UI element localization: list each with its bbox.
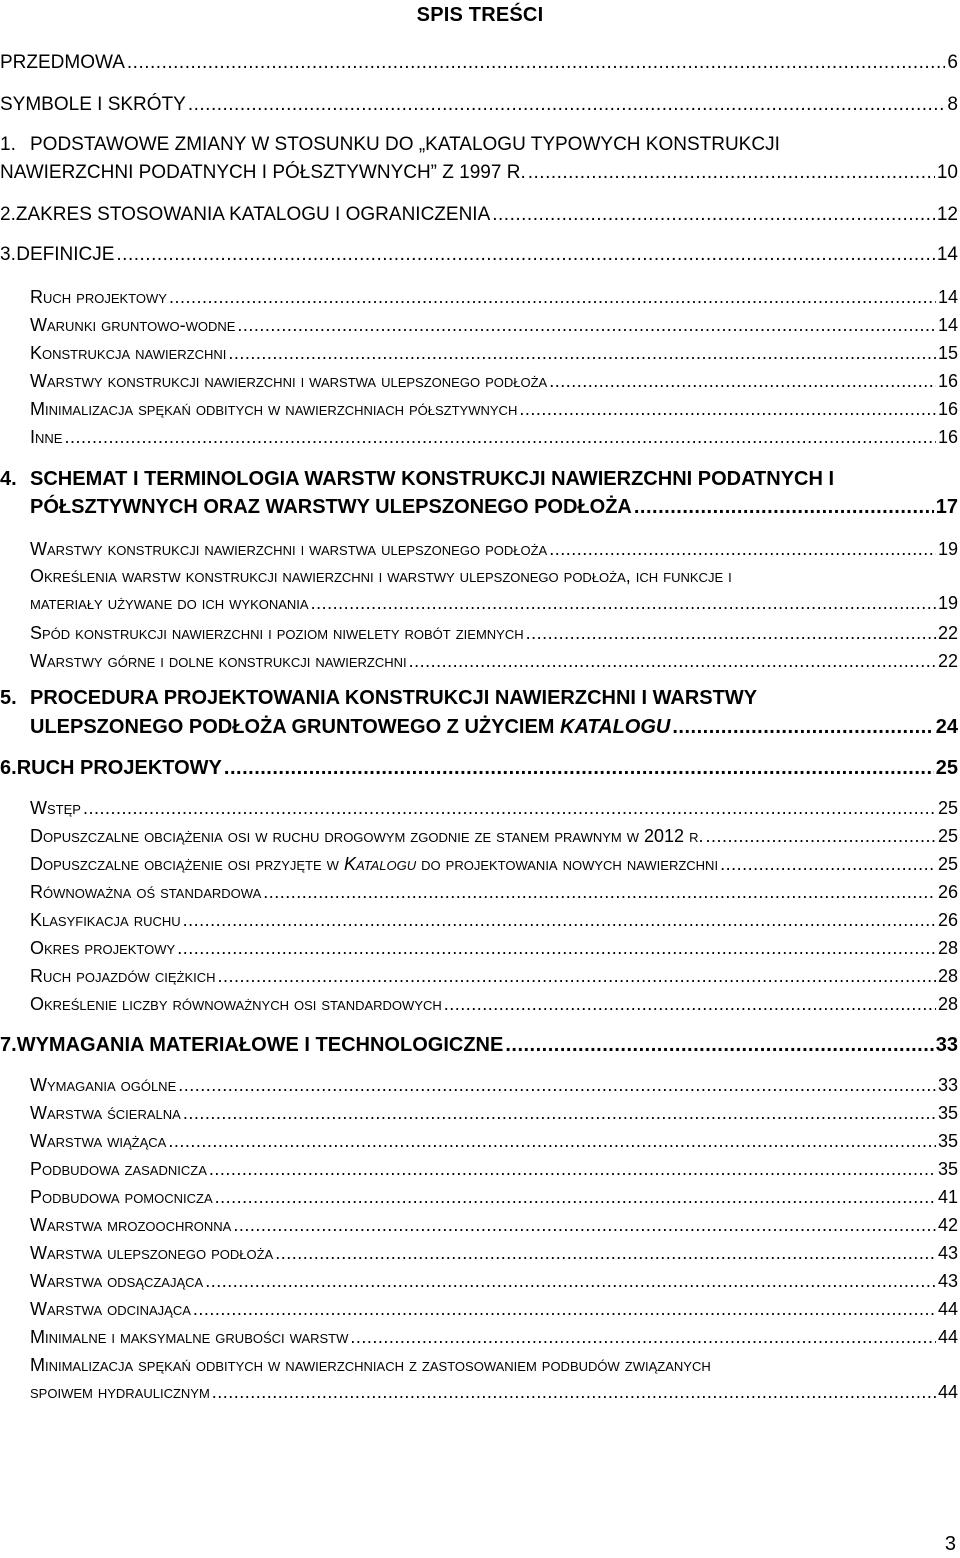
toc-page-number: 12 — [936, 204, 958, 225]
dot-leader — [178, 1075, 936, 1096]
toc-page-number: 14 — [937, 315, 958, 335]
toc-page-number: 22 — [937, 651, 958, 671]
toc-page-number: 44 — [937, 1327, 958, 1347]
toc-entry-warstwa-mrozoochronna[interactable] — [0, 1215, 958, 1236]
toc-entry-title: materiały używane do ich wykonania — [30, 593, 309, 613]
toc-entry-title: Warunki gruntowo-wodne — [30, 315, 236, 335]
toc-entry-title: Warstwa wiążąca — [30, 1131, 167, 1151]
toc-entry-chapter-2[interactable] — [0, 204, 958, 226]
dot-leader — [193, 1299, 936, 1320]
toc-entry-rownowazna-os[interactable] — [0, 882, 958, 903]
toc-entry-title-part: Dopuszczalne obciążenie osi przyjęte w — [30, 854, 344, 874]
toc-entry-title: Inne — [30, 427, 63, 447]
toc-entry-title: Warstwy konstrukcji nawierzchni i warstwa ulepszonego podłoża — [30, 371, 548, 391]
dot-leader — [350, 1327, 936, 1348]
toc-page-number: 14 — [936, 244, 958, 265]
dot-leader — [526, 623, 936, 644]
dot-leader — [64, 427, 936, 448]
toc-entry-chapter-6[interactable] — [0, 757, 958, 780]
toc-page-number: 35 — [937, 1131, 958, 1151]
toc-entry-title: Warstwa odsączająca — [30, 1271, 204, 1291]
toc-entry-title: Minimalizacja spękań odbitych w nawierzchniach półsztywnych — [30, 399, 518, 419]
toc-entry-title: spoiwem hydraulicznym — [30, 1382, 210, 1402]
toc-entry-title: Ruch projektowy — [30, 287, 167, 307]
dot-leader — [177, 938, 936, 959]
toc-entry-title: ZAKRES STOSOWANIA KATALOGU I OGRANICZENIA — [15, 204, 491, 225]
toc-entry-title — [30, 716, 670, 739]
dot-leader — [228, 343, 936, 364]
toc-entry-chapter-7[interactable] — [0, 1034, 958, 1057]
dot-leader — [549, 539, 936, 560]
toc-entry-okreslenie-liczby[interactable] — [0, 994, 958, 1015]
toc-page-number: 15 — [937, 343, 958, 363]
dot-leader — [720, 854, 936, 875]
toc-entry-warunki[interactable] — [0, 315, 958, 336]
toc-page-number: 16 — [937, 399, 958, 419]
toc-entry-chapter-3[interactable] — [0, 244, 958, 266]
toc-entry-warstwy-konstrukcji-2[interactable] — [0, 539, 958, 560]
toc-entry-warstwa-scieralna[interactable] — [0, 1103, 958, 1124]
toc-entry-inne[interactable] — [0, 427, 958, 448]
dot-leader — [209, 1159, 936, 1180]
dot-leader — [237, 315, 936, 336]
toc-page-number: 22 — [937, 623, 958, 643]
toc-entry-chapter-1[interactable] — [0, 134, 958, 184]
toc-entry-chapter-4[interactable] — [0, 468, 958, 519]
toc-page-number: 43 — [937, 1243, 958, 1263]
dot-leader — [168, 1131, 936, 1152]
toc-page-number: 33 — [935, 1034, 958, 1056]
toc-entry-ruch-projektowy[interactable] — [0, 287, 958, 308]
toc-page-number: 25 — [937, 798, 958, 818]
toc-entry-title: PRZEDMOWA — [0, 52, 125, 73]
toc-page-number: 8 — [947, 94, 958, 115]
dot-leader — [311, 593, 936, 614]
toc-page-number: 10 — [936, 162, 958, 183]
toc-page-number: 28 — [937, 938, 958, 958]
toc-page-number: 44 — [937, 1299, 958, 1319]
toc-entry-title: Warstwa odcinająca — [30, 1299, 191, 1319]
toc-page-number: 19 — [937, 593, 958, 613]
dot-leader — [215, 1187, 936, 1208]
toc-page-number: 35 — [937, 1103, 958, 1123]
toc-entry-title: Warstwa mrozoochronna — [30, 1215, 232, 1235]
chapter-number: 3. — [0, 244, 16, 265]
toc-page-number: 25 — [935, 757, 958, 779]
toc-page-number: 19 — [937, 539, 958, 559]
toc-entry-title: NAWIERZCHNI PODATNYCH I PÓŁSZTYWNYCH” Z 1997 R. — [0, 162, 526, 183]
dot-leader — [492, 204, 935, 226]
toc-entry-dopuszczalne-obciazenia[interactable] — [0, 826, 958, 847]
toc-entry-title: Spód konstrukcji nawierzchni i poziom niwelety robót ziemnych — [30, 623, 524, 643]
toc-entry-title: Okres projektowy — [30, 938, 176, 958]
dot-leader — [127, 52, 946, 74]
toc-page-number: 25 — [937, 826, 958, 846]
toc-page-number: 33 — [937, 1075, 958, 1095]
toc-entry-warstwa-odcinajaca[interactable] — [0, 1299, 958, 1320]
toc-entry-title: PÓŁSZTYWNYCH ORAZ WARSTWY ULEPSZONEGO PODŁOŻA — [30, 496, 632, 518]
toc-entry-minimalizacja-spekan-podbudow[interactable] — [0, 1355, 958, 1403]
dot-leader — [205, 1271, 936, 1292]
toc-page-number: 6 — [947, 52, 958, 73]
chapter-number: 5. — [0, 687, 17, 709]
toc-entry-title: Wymagania ogólne — [30, 1075, 177, 1095]
dot-leader — [183, 910, 936, 931]
toc-entry-warstwa-ulepszonego[interactable] — [0, 1243, 958, 1264]
toc-entry-title: Warstwy górne i dolne konstrukcji nawierzchni — [30, 651, 407, 671]
toc-entry-title: Warstwy konstrukcji nawierzchni i warstwa ulepszonego podłoża — [30, 539, 548, 559]
toc-entry-warstwy-gorne[interactable] — [0, 651, 958, 672]
toc-entry-wymagania-ogolne[interactable] — [0, 1075, 958, 1096]
toc-page-number: 16 — [937, 371, 958, 391]
toc-page-number: 16 — [937, 427, 958, 447]
dot-leader — [224, 757, 934, 780]
toc-entry-ruch-pojazdow[interactable] — [0, 966, 958, 987]
chapter-number: 2. — [0, 204, 16, 225]
dot-leader — [116, 244, 934, 266]
toc-page-number: 28 — [937, 994, 958, 1014]
toc-entry-symbole[interactable] — [0, 94, 958, 116]
toc-entry-okreslenia-warstw[interactable] — [0, 566, 958, 614]
chapter-number: 6. — [0, 757, 17, 779]
toc-page-number: 41 — [937, 1187, 958, 1207]
toc-entry-title: RUCH PROJEKTOWY — [16, 757, 222, 779]
toc-entry-warstwa-odsaczajaca[interactable] — [0, 1271, 958, 1292]
toc-entry-title: WYMAGANIA MATERIAŁOWE I TECHNOLOGICZNE — [16, 1034, 504, 1056]
toc-entry-przedmowa[interactable] — [0, 52, 958, 74]
toc-entry-title: Określenie liczby równoważnych osi standardowych — [30, 994, 442, 1014]
toc-entry-title — [30, 854, 718, 875]
toc-page-number: 26 — [937, 910, 958, 930]
toc-entry-grubosci-warstw[interactable] — [0, 1327, 958, 1348]
toc-entry-klasyfikacja-ruchu[interactable] — [0, 910, 958, 931]
toc-entry-title: Minimalne i maksymalne grubości warstw — [30, 1327, 349, 1347]
toc-page-number: 43 — [937, 1271, 958, 1291]
toc-entry-title: Warstwa ścieralna — [30, 1103, 181, 1123]
toc-entry-title-part: do projektowania nowych nawierzchni — [416, 854, 719, 874]
page-number: 3 — [944, 1533, 956, 1555]
chapter-number: 7. — [0, 1034, 17, 1056]
toc-entry-podbudowa-zasadnicza[interactable] — [0, 1159, 958, 1180]
toc-page-number: 42 — [937, 1215, 958, 1235]
katalogu-italic: KATALOGU — [560, 716, 671, 738]
toc-page-number: 24 — [935, 716, 958, 738]
dot-leader — [409, 651, 936, 672]
toc-entry-wstep[interactable] — [0, 798, 958, 819]
toc-entry-title: Konstrukcja nawierzchni — [30, 343, 227, 363]
dot-leader — [705, 826, 936, 847]
toc-entry-title: Warstwa ulepszonego podłoża — [30, 1243, 274, 1263]
dot-leader — [549, 371, 936, 392]
dot-leader — [169, 287, 936, 308]
dot-leader — [263, 882, 936, 903]
toc-entry-title: Wstęp — [30, 798, 81, 818]
toc-entry-title-part: ULEPSZONEGO PODŁOŻA GRUNTOWEGO Z UŻYCIEM — [30, 716, 561, 738]
dot-leader — [505, 1034, 933, 1057]
dot-leader — [188, 94, 946, 116]
dot-leader — [218, 966, 936, 987]
toc-entry-konstrukcja[interactable] — [0, 343, 958, 364]
dot-leader — [634, 496, 934, 519]
dot-leader — [519, 399, 936, 420]
toc-entry-title: Dopuszczalne obciążenia osi w ruchu drogowym zgodnie ze stanem prawnym w 2012 r. — [30, 826, 704, 846]
toc-page-number: 28 — [937, 966, 958, 986]
toc-entry-title: Klasyfikacja ruchu — [30, 910, 181, 930]
page-title: SPIS TREŚCI — [416, 4, 544, 26]
toc-page-number: 14 — [937, 287, 958, 307]
dot-leader — [212, 1382, 936, 1403]
toc-entry-title-line1: Określenia warstw konstrukcji nawierzchni i warstwy ulepszonego podłoża, ich funkcje i — [30, 566, 732, 586]
toc-entry-spod-konstrukcji[interactable] — [0, 623, 958, 644]
dot-leader — [83, 798, 936, 819]
dot-leader — [672, 716, 933, 739]
dot-leader — [444, 994, 936, 1015]
toc-entry-chapter-5[interactable] — [0, 687, 958, 739]
toc-entry-title: Ruch pojazdów ciężkich — [30, 966, 216, 986]
toc-entry-title: Równoważna oś standardowa — [30, 882, 262, 902]
toc-page-number: 25 — [937, 854, 958, 874]
toc-entry-title-line1: PROCEDURA PROJEKTOWANIA KONSTRUKCJI NAWIERZCHNI I WARSTWY — [30, 687, 758, 709]
toc-entry-dopuszczalne-obciazenie-katalog[interactable] — [0, 854, 958, 875]
toc-entry-title-line1: PODSTAWOWE ZMIANY W STOSUNKU DO „KATALOGU TYPOWYCH KONSTRUKCJI — [30, 134, 780, 155]
chapter-number: 1. — [0, 134, 16, 155]
toc-entry-minimalizacja[interactable] — [0, 399, 958, 420]
chapter-number: 4. — [0, 468, 17, 490]
dot-leader — [528, 162, 935, 184]
dot-leader — [183, 1103, 936, 1124]
toc-entry-title: Podbudowa zasadnicza — [30, 1159, 207, 1179]
toc-entry-warstwa-wiazaca[interactable] — [0, 1131, 958, 1152]
toc-entry-title: SYMBOLE I SKRÓTY — [0, 94, 186, 115]
toc-entry-title: DEFINICJE — [16, 244, 115, 265]
dot-leader — [275, 1243, 936, 1264]
toc-entry-title-line1: Minimalizacja spękań odbitych w nawierzchniach z zastosowaniem podbudów związanych — [30, 1355, 711, 1375]
toc-page-number: 44 — [937, 1382, 958, 1402]
dot-leader — [233, 1215, 936, 1236]
toc-page-number: 26 — [937, 882, 958, 902]
katalogu-italic: Katalogu — [343, 854, 417, 874]
toc-page-number: 17 — [935, 496, 958, 518]
toc-entry-title: Podbudowa pomocnicza — [30, 1187, 213, 1207]
toc-entry-podbudowa-pomocnicza[interactable] — [0, 1187, 958, 1208]
toc-entry-okres-projektowy[interactable] — [0, 938, 958, 959]
toc-page-number: 35 — [937, 1159, 958, 1179]
toc-entry-warstwy-konstrukcji[interactable] — [0, 371, 958, 392]
toc-entry-title-line1: SCHEMAT I TERMINOLOGIA WARSTW KONSTRUKCJI NAWIERZCHNI PODATNYCH I — [30, 468, 835, 490]
